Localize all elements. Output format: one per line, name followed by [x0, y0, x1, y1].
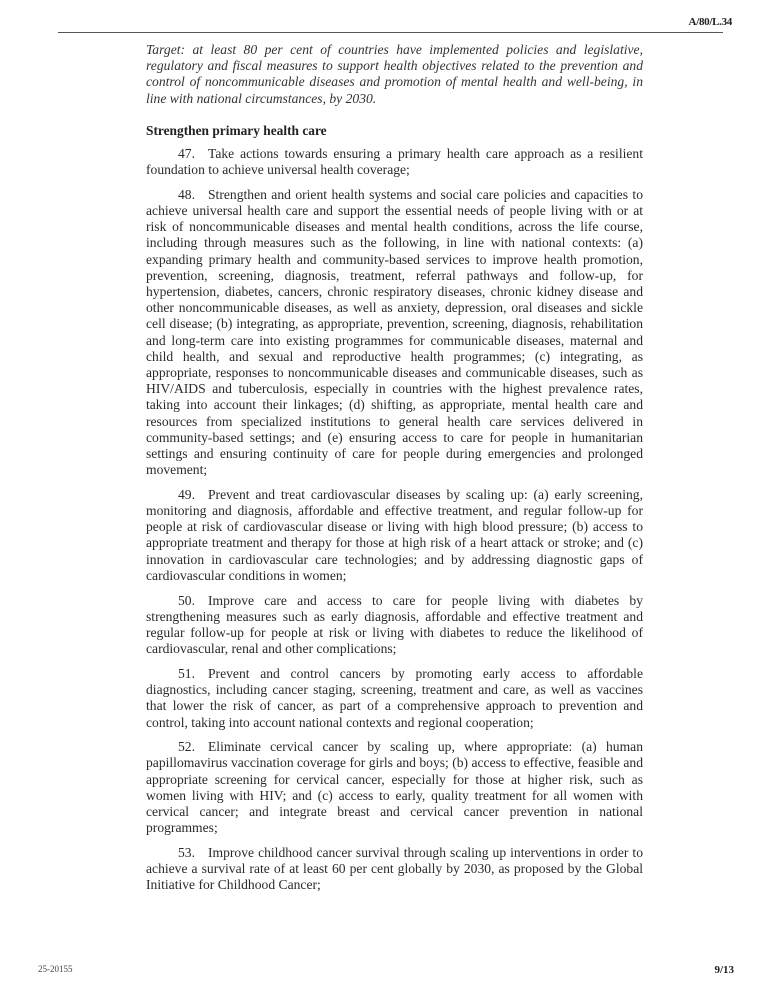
paragraph-53	[146, 845, 643, 894]
paragraph-number: 49.	[178, 486, 195, 502]
paragraph-text: Eliminate cervical cancer by scaling up, where appropriate: (a) human papillomavirus vaccination coverage for girls and boys; (b) access to effective, feasible and appropriate screening for cervical cancer, especially for those at higher risk, such as women living with HIV; and (c) access to early, quality treatment for all women with cervical cancer; and integrate breast and cervical cancer prevention in national programmes;	[146, 739, 643, 836]
paragraph-text: Prevent and control cancers by promoting early access to affordable diagnostics, including cancer staging, screening, treatment and care, as well as vaccines that lower the risk of cancer, as part of a comprehensive approach to prevention and control, taking into account national contexts and regional cooperation;	[146, 665, 643, 730]
target-statement: Target: at least 80 per cent of countries have implemented policies and legislative, regulatory and fiscal measures to support health objectives related to the prevention and control of noncommunicable diseases and promotion of mental health and well-being, in line with national circumstances, by 2030.	[146, 42, 643, 106]
paragraph-number: 50.	[178, 592, 195, 608]
paragraph-48	[146, 187, 643, 479]
document-symbol: A/80/L.34	[688, 16, 732, 28]
paragraph-52	[146, 739, 643, 836]
section-heading: Strengthen primary health care	[146, 122, 327, 138]
paragraph-text: Take actions towards ensuring a primary health care approach as a resilient foundation to achieve universal health coverage;	[146, 145, 643, 178]
page-body	[146, 42, 643, 902]
header-divider	[58, 32, 723, 33]
paragraph-number: 52.	[178, 739, 195, 755]
paragraph-text: Improve care and access to care for people living with diabetes by strengthening measures such as early diagnosis, affordable and effective treatment and regular follow-up for people at risk or living with diabetes to reduce the likelihood of cardiovascular, renal and other complications;	[146, 592, 643, 657]
job-number: 25-20155	[38, 964, 73, 974]
page-number: 9/13	[714, 964, 734, 976]
paragraph-text: Strengthen and orient health systems and social care policies and capacities to achieve universal health care and support the essential needs of people living with or at risk of noncommunicable diseases and mental health conditions, across the life course, including through measures such as the following, in line with national contexts: (a) expanding primary health and community-based services to improve health promotion, prevention, screening, diagnosis, treatment, referral pathways and follow-up, for hypertension, diabetes, cancers, chronic respiratory diseases, chronic kidney disease and other noncommunicable diseases, as well as anxiety, depression, oral diseases and sickle cell disease; (b) integrating, as appropriate, prevention, screening, diagnosis, rehabilitation and long-term care into existing programmes for communicable diseases, maternal and child health, and sexual and reproductive health programmes; (c) integrating, as appropriate, responses to noncommunicable diseases and communicable diseases, such as HIV/AIDS and tuberculosis, especially in countries with the highest prevalence rates, taking into account their linkages; (d) shifting, as appropriate, mental health care and resources from specialized institutions to general health care services delivered in community-based settings; and (e) ensuring access to care for people in humanitarian settings and ensuring continuity of care for people during emergencies and prolonged movement;	[146, 186, 643, 478]
paragraph-49	[146, 487, 643, 584]
paragraph-51	[146, 666, 643, 731]
paragraph-number: 47.	[178, 145, 195, 161]
paragraph-50	[146, 593, 643, 658]
paragraph-number: 53.	[178, 844, 195, 860]
paragraph-text: Prevent and treat cardiovascular diseases by scaling up: (a) early screening, monitoring and diagnosis, affordable and effective treatment, and regular follow-up for people at risk of cardiovascular disease or living with high blood pressure; (b) access to appropriate treatment and therapy for those at high risk of a heart attack or stroke; and (c) innovation in cardiovascular care technologies; and by addressing diagnostic gaps of cardiovascular conditions in women;	[146, 486, 643, 583]
paragraph-47	[146, 146, 643, 178]
paragraph-text: Improve childhood cancer survival through scaling up interventions in order to achieve a survival rate of at least 60 per cent globally by 2030, as proposed by the Global Initiative for Childhood Cancer;	[146, 844, 643, 893]
paragraph-number: 48.	[178, 186, 195, 202]
paragraph-number: 51.	[178, 665, 195, 681]
